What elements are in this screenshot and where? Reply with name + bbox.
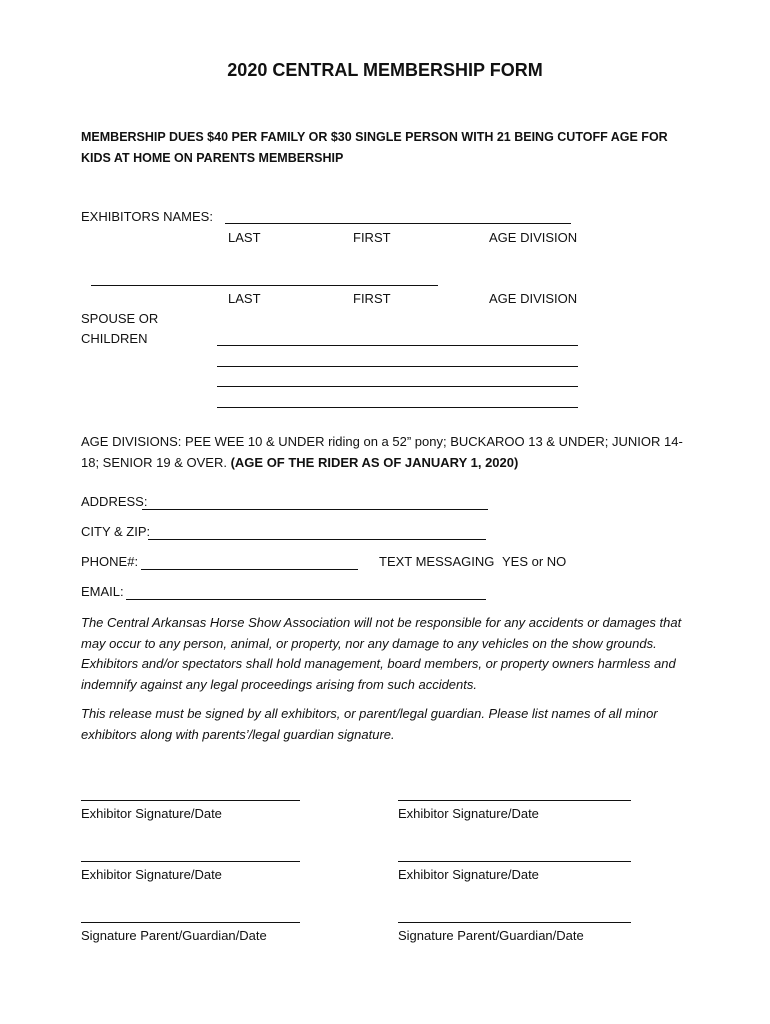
signature-line[interactable] bbox=[81, 800, 300, 801]
signature-label: Exhibitor Signature/Date bbox=[81, 806, 222, 821]
guardian-signature-line[interactable] bbox=[398, 922, 631, 923]
email-field[interactable] bbox=[126, 599, 486, 600]
address-label: ADDRESS: bbox=[81, 494, 148, 509]
signature-line[interactable] bbox=[398, 861, 631, 862]
yes-no-option[interactable]: YES or NO bbox=[502, 554, 567, 569]
col-age-label: AGE DIVISION bbox=[489, 230, 578, 245]
age-divisions-text: AGE DIVISIONS: PEE WEE 10 & UNDER riding on a 52” pony; BUCKAROO 13 & UNDER; JUNIOR 14-18; SENIOR 19 & OVER. bbox=[81, 434, 683, 470]
exhibitor-name-line-2[interactable] bbox=[91, 285, 438, 286]
phone-field[interactable] bbox=[141, 569, 358, 570]
signature-label: Exhibitor Signature/Date bbox=[398, 806, 539, 821]
liability-paragraph: The Central Arkansas Horse Show Association will not be responsible for any accidents or damages that may occur to any person, animal, or property, nor any damage to any vehicles on the show grounds. Exhibitors and/or spectators shall hold management, board members, or property owners harmless and indemnify against any legal proceedings arising from such accidents. bbox=[81, 615, 682, 692]
age-divisions-note bbox=[81, 431, 691, 473]
phone-label: PHONE#: bbox=[81, 554, 139, 569]
address-field[interactable] bbox=[142, 509, 488, 510]
spouse-label: SPOUSE OR bbox=[81, 311, 159, 326]
children-label: CHILDREN bbox=[81, 331, 148, 346]
signature-label: Exhibitor Signature/Date bbox=[398, 867, 539, 882]
guardian-signature-label: Signature Parent/Guardian/Date bbox=[398, 928, 584, 943]
email-label: EMAIL: bbox=[81, 584, 124, 599]
family-name-line-2[interactable] bbox=[217, 366, 578, 367]
age-divisions-bold: (AGE OF THE RIDER AS OF JANUARY 1, 2020) bbox=[230, 455, 519, 470]
signature-label: Exhibitor Signature/Date bbox=[81, 867, 222, 882]
release-paragraph: This release must be signed by all exhibitors, or parent/legal guardian. Please list names of all minor exhibitors along with parents’/legal guardian signature. bbox=[81, 706, 658, 742]
family-name-line-3[interactable] bbox=[217, 386, 578, 387]
exhibitor-name-line[interactable] bbox=[225, 223, 571, 224]
page-title: 2020 CENTRAL MEMBERSHIP FORM bbox=[227, 60, 543, 80]
col-age-label-2: AGE DIVISION bbox=[489, 291, 578, 306]
col-first-label-2: FIRST bbox=[353, 291, 391, 306]
signature-line[interactable] bbox=[81, 861, 300, 862]
col-last-label-2: LAST bbox=[228, 291, 261, 306]
text-messaging-label: TEXT MESSAGING bbox=[379, 554, 495, 569]
city-zip-field[interactable] bbox=[148, 539, 486, 540]
dues-line-2: KIDS AT HOME ON PARENTS MEMBERSHIP bbox=[81, 151, 344, 165]
family-name-line-4[interactable] bbox=[217, 407, 578, 408]
family-name-line-1[interactable] bbox=[217, 345, 578, 346]
exhibitors-names-label: EXHIBITORS NAMES: bbox=[81, 209, 213, 224]
guardian-signature-line[interactable] bbox=[81, 922, 300, 923]
membership-dues-note bbox=[81, 127, 701, 169]
signature-line[interactable] bbox=[398, 800, 631, 801]
city-zip-label: CITY & ZIP: bbox=[81, 524, 151, 539]
dues-line-1: MEMBERSHIP DUES $40 PER FAMILY OR $30 SINGLE PERSON WITH 21 BEING CUTOFF AGE FOR bbox=[81, 130, 668, 144]
guardian-signature-label: Signature Parent/Guardian/Date bbox=[81, 928, 267, 943]
col-last-label: LAST bbox=[228, 230, 261, 245]
col-first-label: FIRST bbox=[353, 230, 391, 245]
